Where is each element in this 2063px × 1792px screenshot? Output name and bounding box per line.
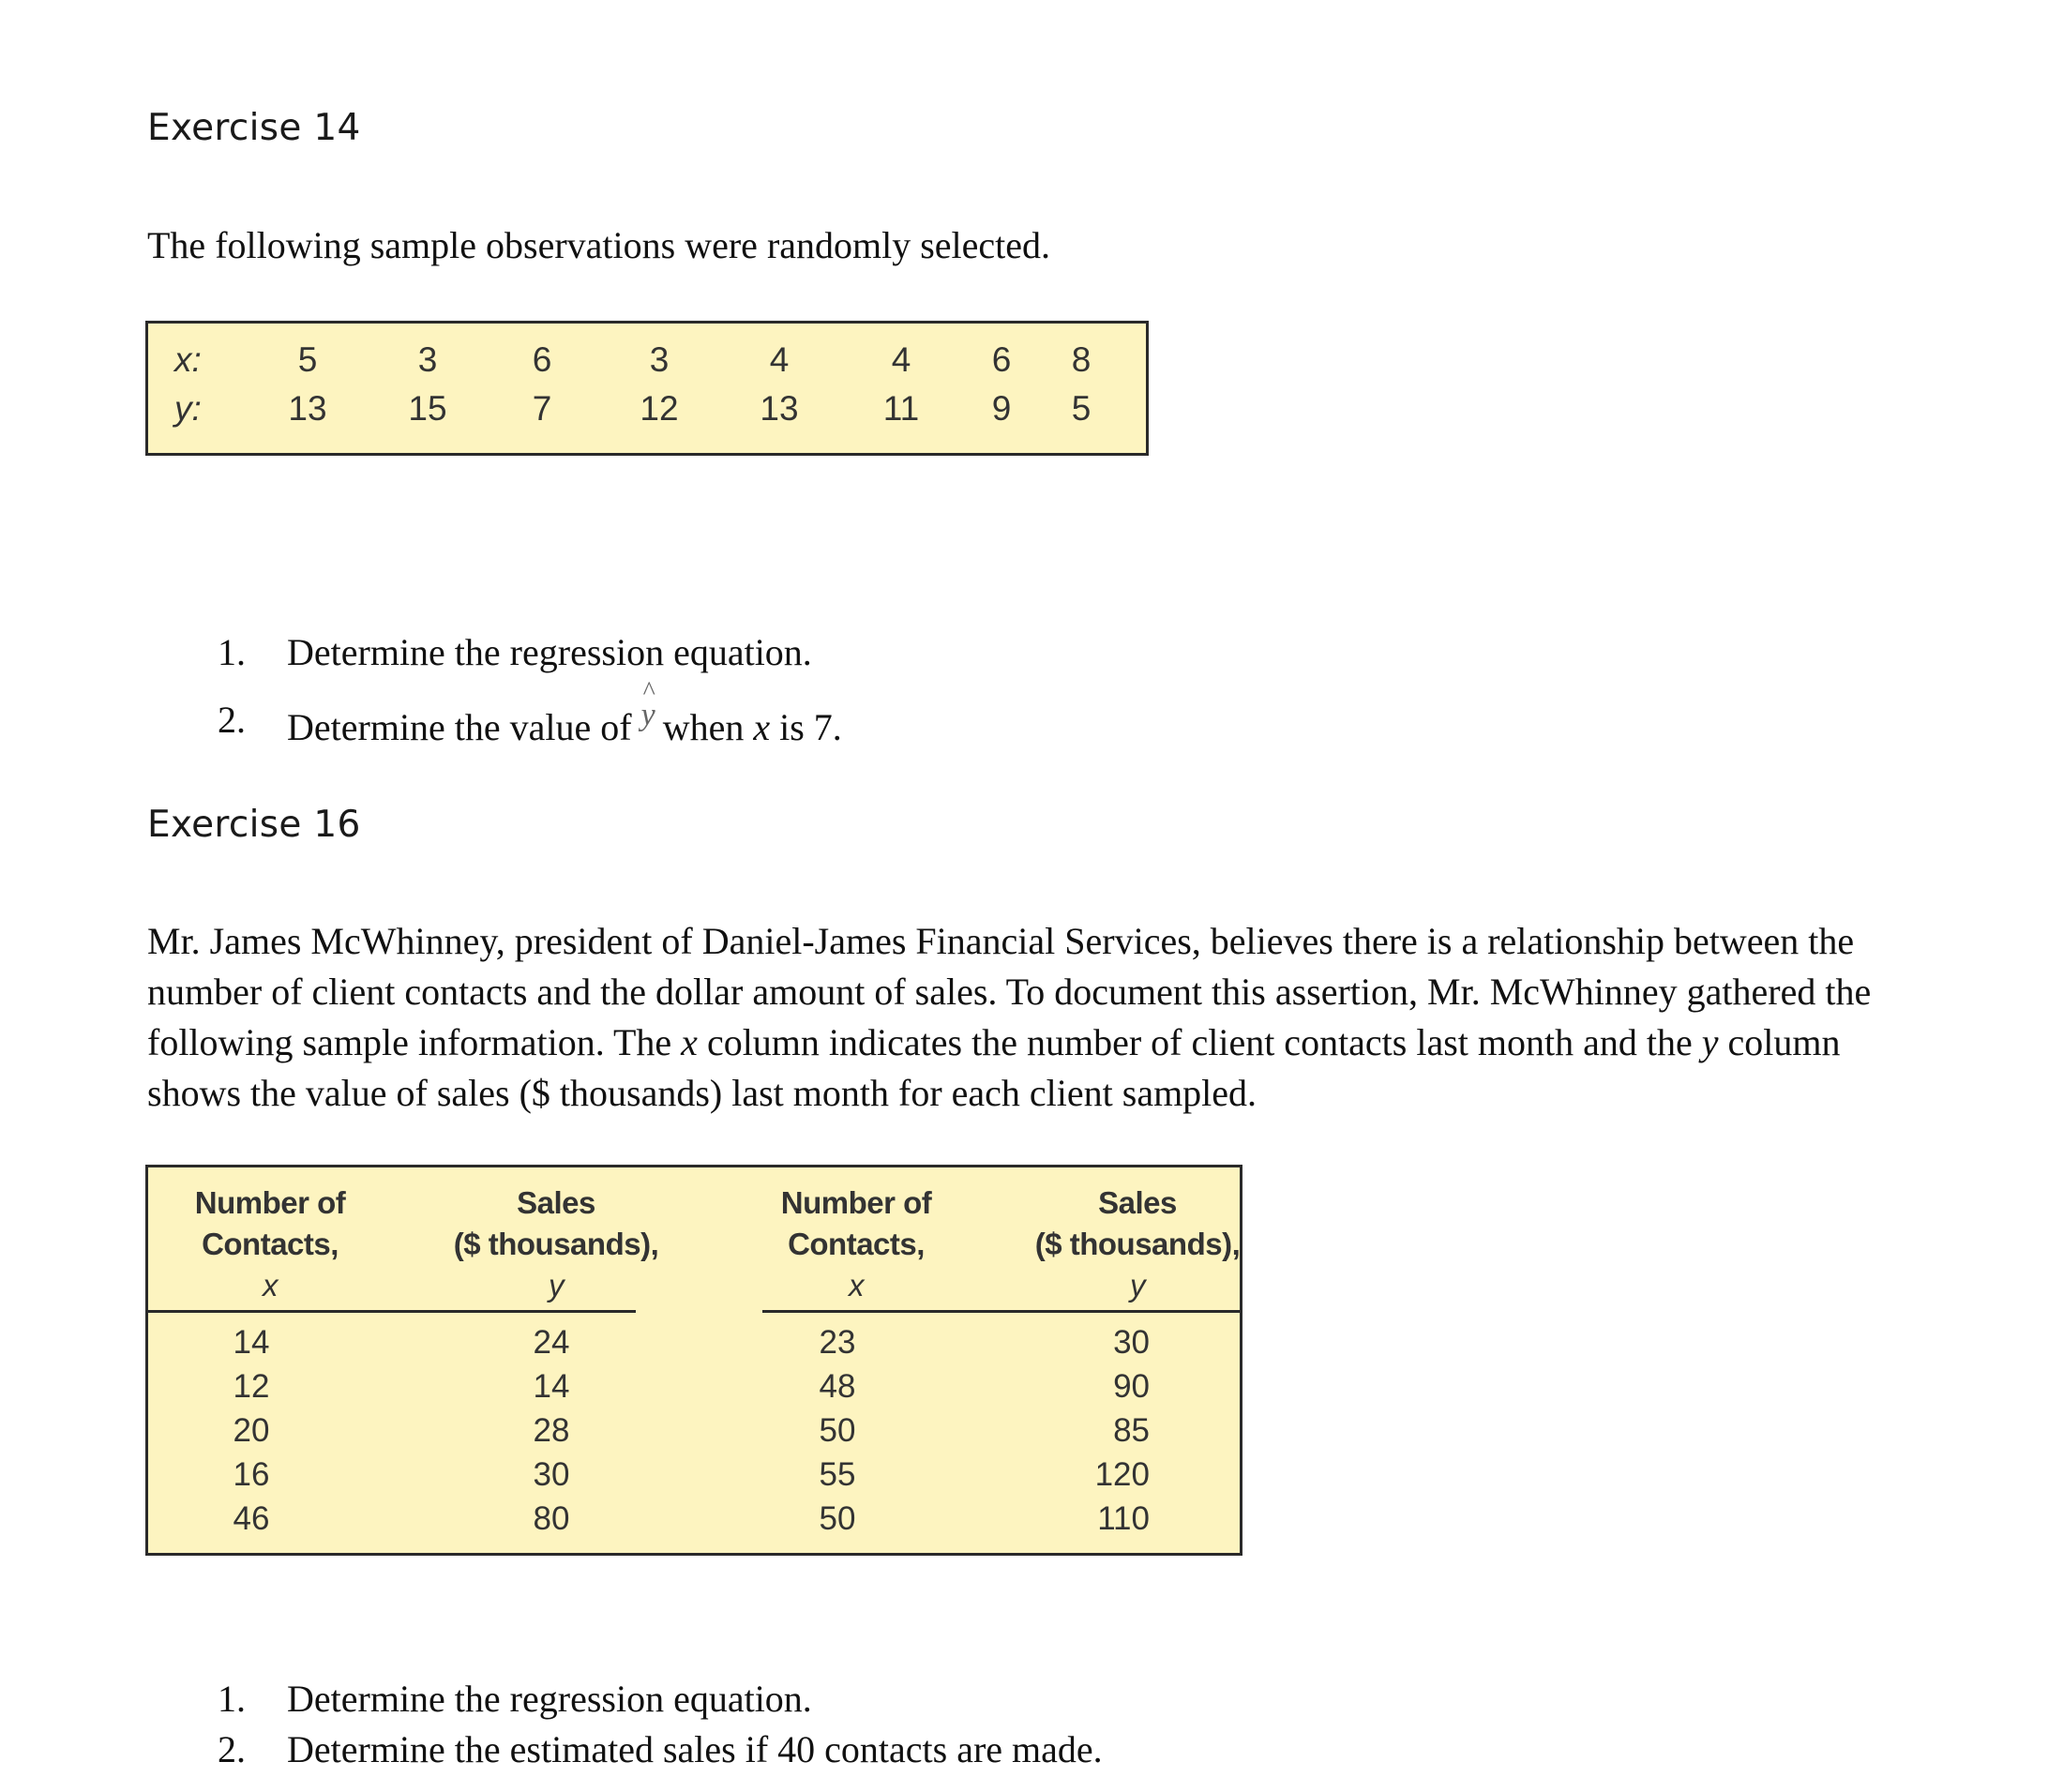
- table-cell: 16: [233, 1456, 270, 1493]
- table-cell: 85: [1113, 1412, 1150, 1449]
- table-cell: 24: [533, 1324, 570, 1361]
- table-cell: 110: [1097, 1500, 1150, 1537]
- question-text-after: when x is 7.: [662, 706, 842, 748]
- sales-column: [1086, 1320, 1150, 1541]
- table-cell: 90: [1113, 1368, 1150, 1405]
- x-value: 6: [532, 340, 552, 379]
- contacts-column: [214, 1320, 289, 1541]
- paragraph-line: following sample information. The x column indicates the number of client contacts last month and the y column: [147, 1021, 1841, 1063]
- list-number: 2.: [218, 1728, 246, 1770]
- column-header-contacts: Number of Contacts, x: [194, 1185, 346, 1303]
- table-cell: 55: [819, 1456, 856, 1493]
- x-row-label: x:: [174, 340, 202, 379]
- list-number: 1.: [218, 631, 246, 673]
- y-value: 9: [991, 389, 1012, 428]
- exercise-14-heading: Exercise 14: [147, 107, 361, 149]
- table-cell: 30: [1113, 1324, 1150, 1361]
- y-row-label: y:: [174, 389, 202, 428]
- y-value: 13: [288, 389, 327, 428]
- table-cell: 28: [533, 1412, 570, 1449]
- y-value: 5: [1071, 389, 1092, 428]
- table-cell: 46: [233, 1500, 270, 1537]
- y-value: 13: [760, 389, 799, 428]
- contacts-column: [800, 1320, 875, 1541]
- question-text-before: Determine the value of: [287, 706, 632, 748]
- y-hat-symbol: ^ y: [641, 698, 655, 733]
- x-value: 3: [649, 340, 670, 379]
- table-cell: 50: [819, 1500, 856, 1537]
- column-header-sales: Sales ($ thousands), y: [1034, 1185, 1241, 1303]
- table-cell: 48: [819, 1368, 856, 1405]
- table-cell: 120: [1094, 1456, 1150, 1493]
- question-text: Determine the estimated sales if 40 contacts are made.: [287, 1728, 1103, 1770]
- x-value: 3: [417, 340, 438, 379]
- exercise-14-intro: The following sample observations were randomly selected.: [147, 224, 1051, 266]
- exercise-16-data-table: [145, 1165, 1242, 1556]
- y-value: 15: [408, 389, 447, 428]
- paragraph-line: number of client contacts and the dollar amount of sales. To document this assertion, Mr. McWhinney gathered the: [147, 971, 1872, 1013]
- paragraph-line: Mr. James McWhinney, president of Daniel-James Financial Services, believes there is a relationship between the: [147, 920, 1855, 962]
- y-value: 7: [532, 389, 552, 428]
- y-value: 12: [640, 389, 679, 428]
- table-cell: 14: [533, 1368, 570, 1405]
- table-cell: 12: [233, 1368, 270, 1405]
- table-cell: 20: [233, 1412, 270, 1449]
- x-value: 4: [891, 340, 911, 379]
- x-value: 8: [1071, 340, 1092, 379]
- x-value: 6: [991, 340, 1012, 379]
- paragraph-line: shows the value of sales ($ thousands) last month for each client sampled.: [147, 1072, 1257, 1114]
- header-divider: [148, 1310, 636, 1313]
- sales-column: [514, 1320, 589, 1541]
- table-cell: 23: [819, 1324, 856, 1361]
- question-text: [287, 698, 842, 749]
- x-value: 5: [297, 340, 318, 379]
- y-value: 11: [882, 389, 920, 428]
- question-text: Determine the regression equation.: [287, 631, 812, 673]
- table-cell: 30: [533, 1456, 570, 1493]
- column-header-contacts: Number of Contacts, x: [780, 1185, 932, 1303]
- exercise-16-paragraph: [147, 916, 2013, 1119]
- exercise-16-heading: Exercise 16: [147, 804, 361, 846]
- x-value: 4: [769, 340, 790, 379]
- table-cell: 50: [819, 1412, 856, 1449]
- list-number: 1.: [218, 1678, 246, 1720]
- list-number: 2.: [218, 699, 246, 741]
- table-cell: 80: [533, 1500, 570, 1537]
- header-divider: [762, 1310, 1242, 1313]
- table-cell: 14: [233, 1324, 270, 1361]
- column-header-sales: Sales ($ thousands), y: [453, 1185, 659, 1303]
- question-text: Determine the regression equation.: [287, 1678, 812, 1720]
- exercise-14-data-table: [145, 321, 1149, 456]
